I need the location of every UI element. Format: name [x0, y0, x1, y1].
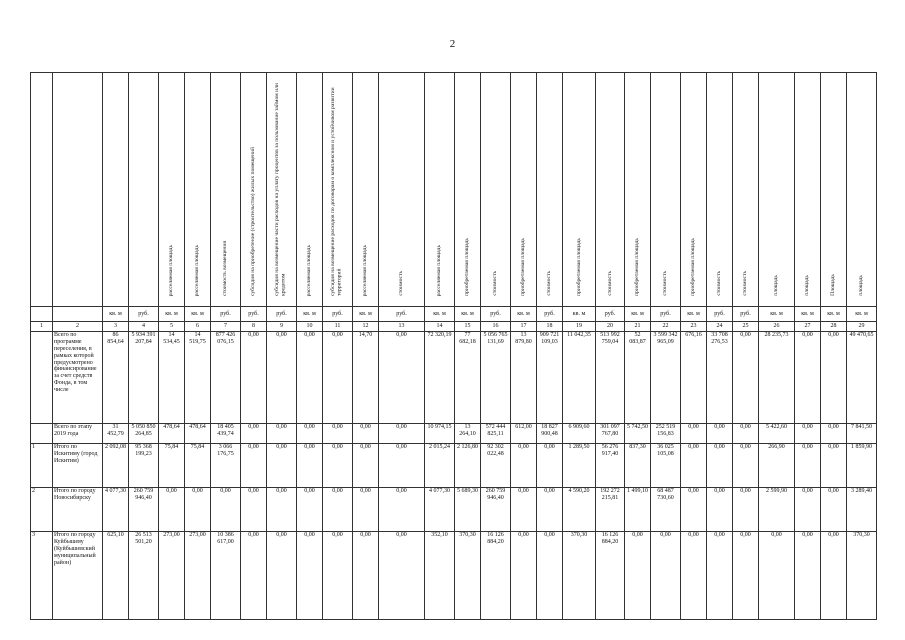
table-cell: 0,00 [323, 444, 353, 488]
table-cell: 1 [31, 444, 53, 488]
header-label: стоимость [492, 271, 499, 296]
column-number-cell: 7 [211, 322, 241, 332]
table-cell: 0,00 [681, 532, 707, 620]
table-cell: 0,00 [625, 532, 651, 620]
table-cell: 49 470,65 [847, 332, 877, 424]
unit-cell: кв. м [425, 307, 455, 322]
table-cell: 72 320,19 [425, 332, 455, 424]
header-cell [53, 73, 103, 307]
header-label: расселяемая площадь [306, 244, 313, 296]
table-cell: 0,00 [353, 532, 379, 620]
table-cell: 2 092,08 [103, 444, 129, 488]
table-cell: 0,00 [297, 332, 323, 424]
header-label: стоимость [398, 271, 405, 296]
table-cell [31, 424, 53, 444]
table-cell: 2 599,90 [759, 488, 795, 532]
column-number-cell: 4 [129, 322, 159, 332]
column-number-cell: 9 [267, 322, 297, 332]
table-cell: 33 708 276,53 [707, 332, 733, 424]
header-label: Площадь [830, 274, 837, 296]
table-cell: 0,00 [681, 444, 707, 488]
table-cell: 0,00 [821, 488, 847, 532]
table-cell: 0,00 [733, 488, 759, 532]
header-label: субсидия на возмещение расходов по договорам о комплексном и устойчивом развитии территорий [329, 87, 342, 296]
header-cell [821, 73, 847, 307]
header-label: стоимость возмещения [222, 241, 229, 296]
column-number-cell: 20 [596, 322, 625, 332]
table-cell: 370,30 [563, 532, 596, 620]
table-cell: 0,00 [379, 424, 425, 444]
table-cell: 0,00 [185, 488, 211, 532]
table-cell: 31 452,79 [103, 424, 129, 444]
column-number-cell: 22 [651, 322, 681, 332]
table-cell: 612,00 [511, 424, 537, 444]
header-label: расселяемая площадь [168, 244, 175, 296]
table-cell: 0,00 [759, 532, 795, 620]
column-number-row [31, 322, 877, 332]
column-number-cell: 29 [847, 322, 877, 332]
table-cell: 36 025 105,08 [651, 444, 681, 488]
header-label: стоимость [546, 271, 553, 296]
column-number-cell: 15 [455, 322, 481, 332]
table-row [31, 488, 877, 532]
table-cell: 478,64 [185, 424, 211, 444]
table-cell: 4 077,30 [103, 488, 129, 532]
table-cell: 273,00 [185, 532, 211, 620]
table-cell: 0,00 [267, 532, 297, 620]
table-cell: 0,00 [353, 424, 379, 444]
unit-cell: руб. [323, 307, 353, 322]
header-cell [185, 73, 211, 307]
table-cell: 10 974,15 [425, 424, 455, 444]
table-cell: 877 426 076,15 [211, 332, 241, 424]
table-cell: 4 077,30 [425, 488, 455, 532]
table-cell: 260 759 946,40 [129, 488, 159, 532]
table-cell: 0,00 [323, 532, 353, 620]
header-cell [211, 73, 241, 307]
header-label: субсидия на приобретение (строительство) жилых помещений [250, 146, 257, 296]
table-cell: 28 235,73 [759, 332, 795, 424]
unit-cell: руб. [379, 307, 425, 322]
header-label: стоимость [716, 271, 723, 296]
unit-cell: кв. м [795, 307, 821, 322]
column-number-cell: 1 [31, 322, 53, 332]
row-label: Всего по программе переселения, в рамках которой предусмотрено финансирование за счет средств Фонда, в том числе [53, 332, 103, 424]
header-label: приобретаемая площадь [690, 238, 697, 296]
header-cell [31, 73, 53, 307]
unit-cell: руб. [129, 307, 159, 322]
table-cell: 676,16 [681, 332, 707, 424]
table-cell: 513 992 759,04 [596, 332, 625, 424]
table-cell: 3 289,40 [847, 488, 877, 532]
header-cell [159, 73, 185, 307]
header-cell [425, 73, 455, 307]
table-cell: 572 444 825,11 [481, 424, 511, 444]
table-cell: 5 050 850 264,85 [129, 424, 159, 444]
table-cell: 0,00 [267, 488, 297, 532]
table-cell: 2 [31, 488, 53, 532]
table-cell: 0,00 [267, 424, 297, 444]
unit-cell: руб. [537, 307, 563, 322]
unit-cell: руб. [211, 307, 241, 322]
column-number-cell: 3 [103, 322, 129, 332]
header-cell [795, 73, 821, 307]
table-cell: 5 689,30 [455, 488, 481, 532]
table-cell: 14 534,45 [159, 332, 185, 424]
table-cell: 3 [31, 532, 53, 620]
unit-cell: кв. м [821, 307, 847, 322]
table-cell: 0,00 [707, 532, 733, 620]
table-cell: 0,00 [537, 444, 563, 488]
table-cell: 3 599 342 965,09 [651, 332, 681, 424]
column-number-cell: 5 [159, 322, 185, 332]
table-cell: 0,00 [651, 532, 681, 620]
header-cell [455, 73, 481, 307]
unit-cell: кв. м [511, 307, 537, 322]
table-row [31, 332, 877, 424]
column-number-cell: 2 [53, 322, 103, 332]
column-number-cell: 14 [425, 322, 455, 332]
table-cell: 0,00 [241, 444, 267, 488]
table-cell: 1 289,50 [563, 444, 596, 488]
table-cell: 0,00 [241, 332, 267, 424]
unit-cell [53, 307, 103, 322]
unit-cell: кв. м [681, 307, 707, 322]
table-cell: 0,00 [795, 488, 821, 532]
unit-cell: руб. [596, 307, 625, 322]
unit-cell: кв. м [563, 307, 596, 322]
table-cell: 5 056 765 131,69 [481, 332, 511, 424]
table-cell: 352,10 [425, 532, 455, 620]
header-cell [847, 73, 877, 307]
table-cell: 77 682,18 [455, 332, 481, 424]
table-cell: 52 083,87 [625, 332, 651, 424]
table-cell: 56 276 917,40 [596, 444, 625, 488]
column-number-cell: 12 [353, 322, 379, 332]
table-cell: 75,84 [185, 444, 211, 488]
table-row [31, 444, 877, 488]
unit-cell [31, 307, 53, 322]
table-cell: 0,00 [537, 532, 563, 620]
unit-cell: кв. м [185, 307, 211, 322]
table-cell: 18 405 439,74 [211, 424, 241, 444]
header-cell [596, 73, 625, 307]
table-cell: 95 368 199,23 [129, 444, 159, 488]
table-cell: 16 126 884,20 [481, 532, 511, 620]
header-cell [563, 73, 596, 307]
column-number-cell: 16 [481, 322, 511, 332]
table-cell: 13 264,10 [455, 424, 481, 444]
header-label: расселяемая площадь [194, 244, 201, 296]
table-cell: 2 015,24 [425, 444, 455, 488]
header-cell [297, 73, 323, 307]
table-cell: 0,00 [795, 444, 821, 488]
row-label: Итого по городу Новосибирску [53, 488, 103, 532]
table-cell: 92 302 022,48 [481, 444, 511, 488]
unit-cell: кв. м [159, 307, 185, 322]
table-cell: 75,84 [159, 444, 185, 488]
column-number-cell: 19 [563, 322, 596, 332]
table-cell: 0,00 [159, 488, 185, 532]
table-row [31, 424, 877, 444]
unit-cell: кв. м [103, 307, 129, 322]
table-cell: 18 827 900,48 [537, 424, 563, 444]
table-cell: 192 272 215,81 [596, 488, 625, 532]
table-cell: 0,00 [297, 532, 323, 620]
header-cell [651, 73, 681, 307]
header-cell [103, 73, 129, 307]
resettlement-table [30, 72, 877, 620]
table-cell: 14 519,75 [185, 332, 211, 424]
table-cell: 1 499,10 [625, 488, 651, 532]
table-cell: 0,00 [821, 532, 847, 620]
table-cell: 86 854,64 [103, 332, 129, 424]
column-number-cell: 27 [795, 322, 821, 332]
table-cell: 625,10 [103, 532, 129, 620]
table-cell: 0,00 [323, 488, 353, 532]
table-cell: 10 386 617,00 [211, 532, 241, 620]
column-number-cell: 25 [733, 322, 759, 332]
header-cell [323, 73, 353, 307]
table-cell: 3 066 176,75 [211, 444, 241, 488]
table-cell: 0,00 [353, 488, 379, 532]
table-cell: 26 513 501,20 [129, 532, 159, 620]
header-label: расселяемая площадь [436, 244, 443, 296]
column-number-cell: 23 [681, 322, 707, 332]
header-label: приобретаемая площадь [464, 238, 471, 296]
table-cell: 0,00 [795, 332, 821, 424]
table-cell: 0,00 [323, 424, 353, 444]
header-label: площадь [804, 275, 811, 296]
table-cell: 0,00 [707, 488, 733, 532]
column-number-cell: 8 [241, 322, 267, 332]
table-cell [31, 332, 53, 424]
column-number-cell: 24 [707, 322, 733, 332]
unit-cell: кв. м [759, 307, 795, 322]
unit-cell: кв. м [625, 307, 651, 322]
table-cell: 837,30 [625, 444, 651, 488]
table-cell: 0,00 [323, 332, 353, 424]
table-cell: 0,00 [297, 444, 323, 488]
unit-cell: кв. м [847, 307, 877, 322]
header-cell [759, 73, 795, 307]
table-cell: 0,00 [511, 532, 537, 620]
table-cell: 0,00 [795, 424, 821, 444]
table-cell: 370,30 [455, 532, 481, 620]
header-label: площадь [858, 275, 865, 296]
column-number-cell: 18 [537, 322, 563, 332]
table-cell: 11 042,35 [563, 332, 596, 424]
unit-cell: руб. [481, 307, 511, 322]
table-cell: 0,00 [297, 424, 323, 444]
row-label: Всего по этапу 2019 года [53, 424, 103, 444]
table-cell: 266,90 [759, 444, 795, 488]
table-cell: 0,00 [379, 332, 425, 424]
unit-cell: руб. [733, 307, 759, 322]
table-cell: 0,00 [379, 488, 425, 532]
table-cell: 273,00 [159, 532, 185, 620]
header-label: стоимость [662, 271, 669, 296]
table-cell: 0,00 [537, 488, 563, 532]
header-cell [129, 73, 159, 307]
table-cell: 0,00 [733, 532, 759, 620]
table-row [31, 532, 877, 620]
header-cell [625, 73, 651, 307]
table-cell: 4 590,20 [563, 488, 596, 532]
row-label: Итого по городу Куйбышеву (Куйбышевский муниципальный район) [53, 532, 103, 620]
column-number-cell: 13 [379, 322, 425, 332]
header-cell [267, 73, 297, 307]
column-number-cell: 26 [759, 322, 795, 332]
unit-cell: руб. [241, 307, 267, 322]
table-cell: 0,00 [733, 424, 759, 444]
table-cell: 68 487 730,60 [651, 488, 681, 532]
unit-cell: кв. м [353, 307, 379, 322]
table-cell: 252 519 156,83 [651, 424, 681, 444]
table-cell: 1 859,90 [847, 444, 877, 488]
row-label: Итого по Искитиму (город Искитим) [53, 444, 103, 488]
table-cell: 0,00 [795, 532, 821, 620]
table-cell: 0,00 [733, 332, 759, 424]
header-label: приобретаемая площадь [520, 238, 527, 296]
table-cell: 5 742,50 [625, 424, 651, 444]
table-cell: 909 721 109,03 [537, 332, 563, 424]
header-label: площадь [773, 275, 780, 296]
column-number-cell: 17 [511, 322, 537, 332]
table-cell: 5 934 391 207,84 [129, 332, 159, 424]
table-cell: 478,64 [159, 424, 185, 444]
table-cell: 7 841,50 [847, 424, 877, 444]
header-cell [379, 73, 425, 307]
unit-cell: руб. [707, 307, 733, 322]
column-number-cell: 10 [297, 322, 323, 332]
unit-cell: кв. м [297, 307, 323, 322]
header-label: приобретаемая площадь [575, 238, 582, 296]
table-cell: 0,00 [241, 424, 267, 444]
unit-cell: руб. [267, 307, 297, 322]
table-cell: 0,00 [211, 488, 241, 532]
table-cell: 370,30 [847, 532, 877, 620]
units-row [31, 307, 877, 322]
table-cell: 301 097 767,80 [596, 424, 625, 444]
table-cell: 260 759 946,40 [481, 488, 511, 532]
header-cell [707, 73, 733, 307]
table-cell: 0,00 [681, 488, 707, 532]
page-number: 2 [449, 38, 456, 50]
table-cell: 0,00 [241, 532, 267, 620]
table-cell: 16 126 884,20 [596, 532, 625, 620]
table-cell: 0,00 [379, 532, 425, 620]
column-number-cell: 21 [625, 322, 651, 332]
table-cell: 0,00 [707, 424, 733, 444]
table-cell: 13 879,80 [511, 332, 537, 424]
header-label: субсидия на возмещение части расходов на уплату процентов за пользование займом или кредитом [273, 83, 286, 296]
table-cell: 0,00 [821, 444, 847, 488]
table-cell: 0,00 [379, 444, 425, 488]
table-cell: 0,00 [681, 424, 707, 444]
header-label: приобретаемая площадь [634, 238, 641, 296]
table-cell: 14,70 [353, 332, 379, 424]
table-cell: 0,00 [353, 444, 379, 488]
header-cell [537, 73, 563, 307]
header-label: стоимость [742, 271, 749, 296]
header-cell [353, 73, 379, 307]
table-cell: 0,00 [821, 332, 847, 424]
table-cell: 0,00 [511, 444, 537, 488]
header-cell [511, 73, 537, 307]
table-cell: 0,00 [267, 444, 297, 488]
table-cell: 0,00 [297, 488, 323, 532]
header-cell [481, 73, 511, 307]
unit-cell: кв. м [455, 307, 481, 322]
table-cell: 5 422,60 [759, 424, 795, 444]
header-cell [681, 73, 707, 307]
table-cell: 0,00 [241, 488, 267, 532]
column-number-cell: 6 [185, 322, 211, 332]
header-label: расселяемая площадь [362, 244, 369, 296]
column-number-cell: 28 [821, 322, 847, 332]
table-cell: 2 126,80 [455, 444, 481, 488]
table-cell: 6 909,60 [563, 424, 596, 444]
header-cell [241, 73, 267, 307]
table-cell: 0,00 [267, 332, 297, 424]
table-cell: 0,00 [821, 424, 847, 444]
header-row [31, 73, 877, 307]
unit-cell: руб. [651, 307, 681, 322]
table-cell: 0,00 [733, 444, 759, 488]
column-number-cell: 11 [323, 322, 353, 332]
table-cell: 0,00 [511, 488, 537, 532]
table-cell: 0,00 [707, 444, 733, 488]
header-cell [733, 73, 759, 307]
header-label: стоимость [606, 271, 613, 296]
